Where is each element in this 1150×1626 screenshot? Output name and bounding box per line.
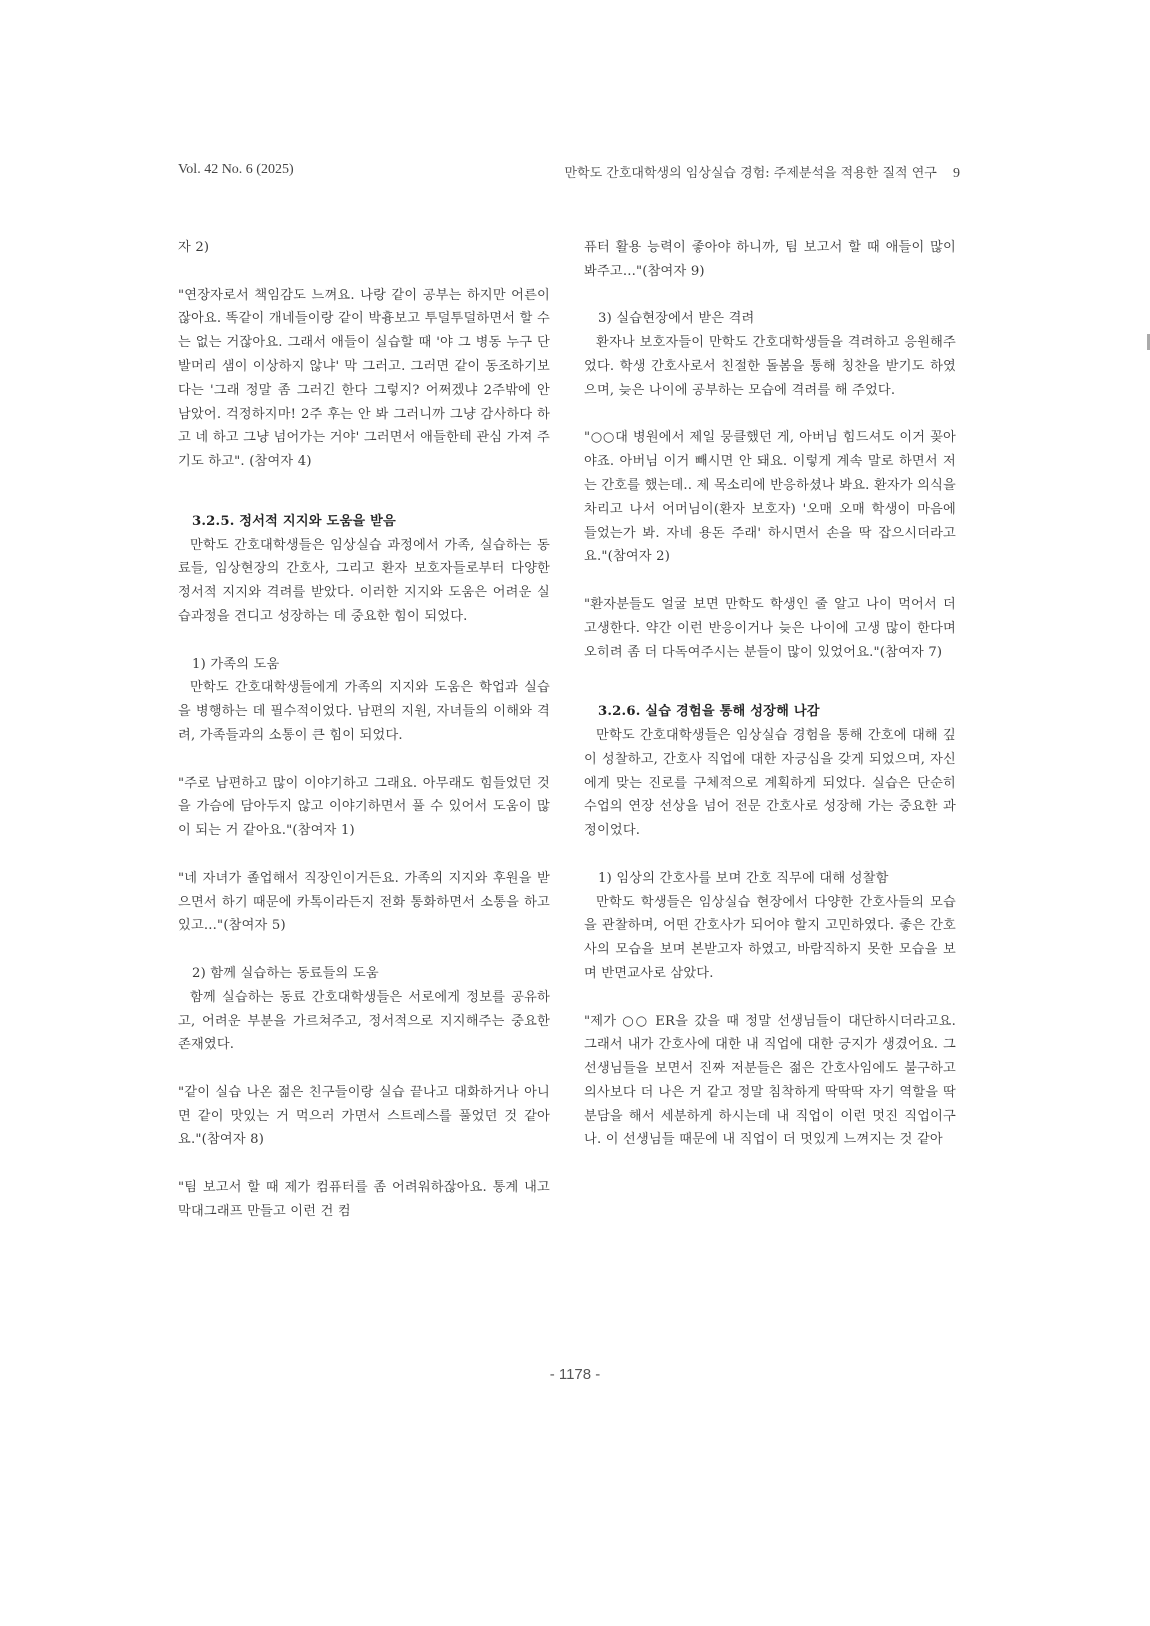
page-footer-number: - 1178 - (549, 1366, 601, 1383)
running-title-wrap (564, 162, 960, 182)
subheading-field-encouragement: 3) 실습현장에서 받은 격려 (598, 311, 755, 327)
body-peer-support: 함께 실습하는 동료 간호대학생들은 서로에게 정보를 공유하고, 어려운 부분을 가르쳐주고, 정서적으로 지지해주는 중요한 존재였다. (178, 989, 550, 1053)
quote-er-experience: "제가 ○○ ER을 갔을 때 정말 선생님들이 대단하시더라고요. 그래서 내가 간호사에 대한 내 직업에 대한 긍지가 생겼어요. 그 선생님들을 보면서 진짜 저분들은 젊은 간호사임에도 불구하고 의사보다 더 나은 거 같고 정말 침착하게 딱딱딱 자기 역할을 딱 분담을 해서 세분하게 하시는데 내 직업이 이런 멋진 직업이구나. 이 선생님들 때문에 내 직업이 더 멋있게 느껴지는 것 같아 (584, 1013, 956, 1148)
quote-participant-7: "환자분들도 얼굴 보면 만학도 학생인 줄 알고 나이 먹어서 더 고생한다. 약간 이런 반응이거나 늦은 나이에 고생 많이 한다며 오히려 좀 더 다독여주시는 분들이 많이 있었어요."(참여자 7) (584, 596, 956, 660)
quote-participant-4: "연장자로서 책임감도 느껴요. 나랑 같이 공부는 하지만 어른이잖아요. 똑같이 개네들이랑 같이 박흉보고 투덜투덜하면서 할 수는 없는 거잖아요. 그래서 애들이 실습할 때 '야 그 병동 누구 단발머리 샘이 이상하지 않냐' 막 그러고. 그러면 같이 동조하기보다는 '그래 정말 좀 그러긴 한다 그렇지? 어쩌겠냐 2주밖에 안 남았어. 걱정하지마! 2주 후는 안 봐 그러니까 그냥 감사하다 하고 네 하고 그냥 넘어가는 거야' 그러면서 애들한테 관심 가져 주기도 하고". (참여자 4) (178, 287, 550, 470)
section-body-3-2-5: 만학도 간호대학생들은 임상실습 과정에서 가족, 실습하는 동료들, 임상현장의 간호사, 그리고 환자 보호자들로부터 다양한 정서적 지지와 격려를 받았다. 이러한 지지와 도움은 어려운 실습과정을 견디고 성장하는 데 중요한 힘이 되었다. (178, 537, 550, 624)
section-heading-3-2-6: 3.2.6. 실습 경험을 통해 성장해 나감 (598, 704, 820, 720)
body-family-support: 만학도 간호대학생들에게 가족의 지지와 도움은 학업과 실습을 병행하는 데 필수적이었다. 남편의 지원, 자녀들의 이해와 격려, 가족들과의 소통이 큰 힘이 되었다. (178, 680, 550, 743)
quote-participant-9-end: 퓨터 활용 능력이 좋아야 하니까, 팀 보고서 할 때 애들이 많이 봐주고..."(참여자 9) (584, 240, 956, 279)
subheading-reflect-nursing: 1) 임상의 간호사를 보며 간호 직무에 대해 성찰함 (598, 870, 889, 886)
running-title: 만학도 간호대학생의 임상실습 경험: 주제분석을 적용한 질적 연구 (564, 166, 937, 181)
left-column (178, 236, 550, 1224)
quote-participant-5: "네 자녀가 졸업해서 직장인이거든요. 가족의 지지와 후원을 받으면서 하기 때문에 카톡이라든지 전화 통화하면서 소통을 하고 있고..."(참여자 5) (178, 870, 550, 934)
section-heading-3-2-5: 3.2.5. 정서적 지지와 도움을 받음 (192, 513, 396, 529)
subheading-family-support: 1) 가족의 도움 (192, 656, 280, 672)
running-header (178, 162, 960, 182)
journal-volume: Vol. 42 No. 6 (2025) (178, 162, 294, 177)
body-field-encouragement: 환자나 보호자들이 만학도 간호대학생들을 격려하고 응원해주었다. 학생 간호사로서 친절한 돌봄을 통해 칭찬을 받기도 하였으며, 늦은 나이에 공부하는 모습에 격려를 해 주었다. (584, 335, 956, 398)
quote-participant-9-start: "팀 보고서 할 때 제가 컴퓨터를 좀 어려워하잖아요. 통계 내고 막대그래프 만들고 이런 건 컴 (178, 1180, 550, 1219)
section-body-3-2-6: 만학도 간호대학생들은 임상실습 경험을 통해 간호에 대해 깊이 성찰하고, 간호사 직업에 대한 자긍심을 갖게 되었으며, 자신에게 맞는 진로를 구체적으로 계획하게 되었다. 실습은 단순히 수업의 연장 선상을 넘어 전문 간호사로 성장해 가는 중요한 과정이었다. (584, 727, 956, 839)
quote-participant-8: "같이 실습 나온 젊은 친구들이랑 실습 끝나고 대화하거나 아니면 같이 맛있는 거 먹으러 가면서 스트레스를 풀었던 것 같아요."(참여자 8) (178, 1084, 550, 1148)
right-column (584, 236, 956, 1152)
quote-participant-1: "주로 남편하고 많이 이야기하고 그래요. 아무래도 힘들었던 것을 가슴에 담아두지 않고 이야기하면서 풀 수 있어서 도움이 많이 되는 거 같아요."(참여자 1) (178, 775, 550, 839)
quote-fragment-end: 자 2) (178, 240, 210, 255)
body-reflect-nursing: 만학도 학생들은 임상실습 현장에서 다양한 간호사들의 모습을 관찰하며, 어떤 간호사가 되어야 할지 고민하였다. 좋은 간호사의 모습을 보며 본받고자 하였고, 바람직하지 못한 모습을 보며 반면교사로 삼았다. (584, 894, 956, 981)
header-page-number: 9 (953, 166, 960, 181)
subheading-peer-support: 2) 함께 실습하는 동료들의 도움 (192, 965, 379, 981)
quote-participant-2: "○○대 병원에서 제일 뭉클했던 게, 아버님 힘드셔도 이거 꽂아야죠. 아버님 이거 빼시면 안 돼요. 이렇게 계속 말로 하면서 저는 간호를 했는데.. 제 목소리에 반응하셨나 봐요. 환자가 의식을 차리고 나서 어머님이(환자 보호자) '오매 오매 학생이 마음에 들었는가 봐. 자네 용돈 주래' 하시면서 손을 딱 잡으시더라고요."(참여자 2) (584, 430, 956, 565)
